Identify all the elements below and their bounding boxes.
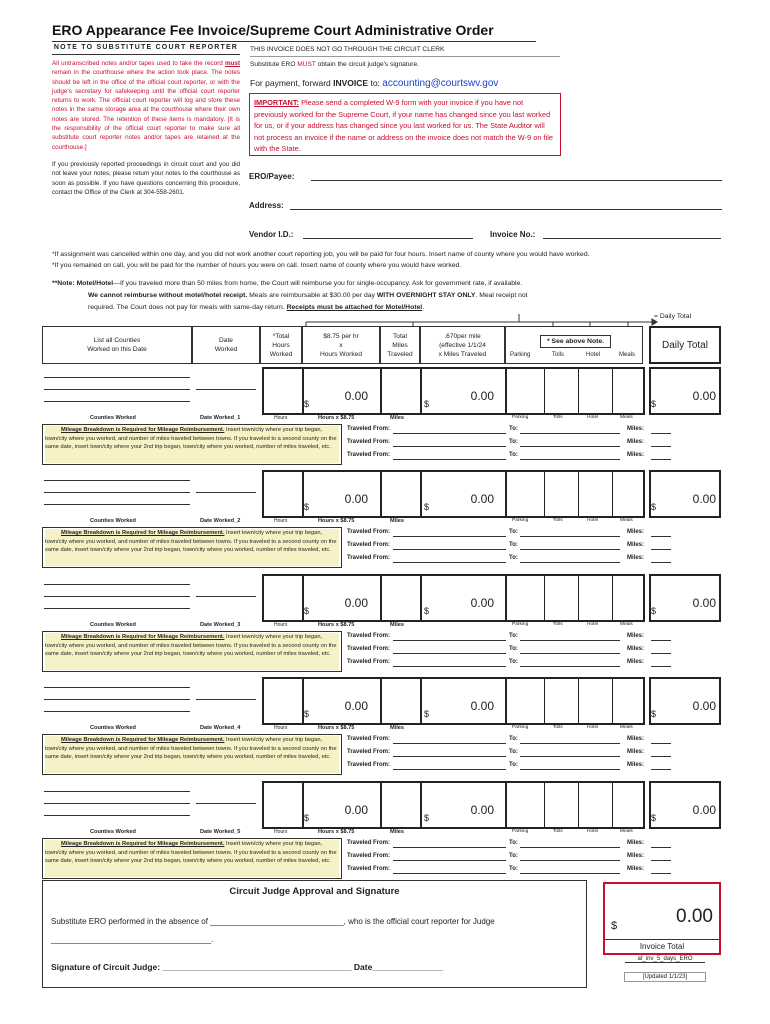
county-input[interactable] [44,791,190,792]
note-paragraph-1 [52,59,240,152]
county-input[interactable] [44,687,190,688]
date-input[interactable] [196,492,256,493]
traveled-from-input[interactable] [393,536,506,537]
to-input[interactable] [520,653,620,654]
county-input[interactable] [44,492,190,493]
meals-label: Meals [620,415,633,420]
parking-label: Parking [512,829,529,834]
date-worked-label: Date Worked_2 [200,518,241,524]
miles-input-label: Miles: [627,633,645,639]
mileage-value: 0.00 [470,492,494,506]
traveled-from-input[interactable] [393,549,506,550]
payee-field[interactable] [311,180,722,181]
header-tolls: Tolls [552,352,565,358]
hours-rate-label: Hours x $8.75 [318,829,355,835]
mileage-breakdown-note: Mileage Breakdown is Required for Mileage Reimbursement. Insert town/city where your trip began, town/city where you worked, and number of miles traveled between towns. If you traveled to a second county on the same date, insert town/city where your 2nd trip began, town/city where you worked, number of miles traveled, etc. [42,424,342,465]
miles-input-label: Miles: [627,840,645,846]
hours-rate-label: Hours x $8.75 [318,622,355,628]
invoice-info [250,46,560,89]
hours-label: Hours [274,829,288,835]
to-input[interactable] [520,743,620,744]
expenses-input[interactable] [505,677,645,725]
miles-input[interactable] [380,470,422,518]
dollar-sign: $ [651,502,657,512]
traveled-from-label: Traveled From: [347,749,391,755]
day-block [42,367,262,415]
tolls-label: Tolls [553,622,563,627]
to-input[interactable] [520,459,620,460]
traveled-from-label: Traveled From: [347,736,391,742]
date-worked-label: Date Worked_4 [200,725,241,731]
traveled-from-input[interactable] [393,433,506,434]
to-label: To: [509,736,518,742]
approval-text: Substitute ERO performed in the absence of ______________________________, who is the official court reporter for Judge [51,917,495,926]
dollar-sign: $ [424,709,430,719]
miles-input-label: Miles: [627,426,645,432]
mileage-value: 0.00 [470,803,494,817]
county-input[interactable] [44,377,190,378]
mileage-value: 0.00 [470,596,494,610]
dollar-sign: $ [651,606,657,616]
traveled-from-label: Traveled From: [347,762,391,768]
updated-date: [Updated 1/1/23] [624,972,706,982]
miles-label: Miles [390,829,404,835]
county-input[interactable] [44,803,190,804]
hours-input[interactable] [262,781,304,829]
important-notice: IMPORTANT: Please send a completed W-9 form with your invoice if you have not previously worked for the Supreme Court, if your name has changed since you last worked for us, or if your address has changed since you last worked for us. The State Auditor will not process an invoice if the name or address on the invoice does not match the W-9 on file with the State. [249,93,561,156]
info-line-1: THIS INVOICE DOES NOT GO THROUGH THE CIRCUIT CLERK [250,46,560,57]
header-meals: Meals [619,352,636,358]
notice-cancelled: *If assignment was cancelled within one day, and you did not work another court reporting job, you will be paid for four hours. Insert name of county where you would have worked. [52,251,590,258]
dollar-sign: $ [304,813,310,823]
county-input[interactable] [44,504,190,505]
counties-worked-label: Counties Worked [90,415,136,421]
county-input[interactable] [44,401,190,402]
to-input[interactable] [520,433,620,434]
header-counties: List all Counties Worked on this Date [42,326,192,364]
hours-label: Hours [274,622,288,628]
miles-breakdown-input[interactable] [651,549,671,550]
day-block [42,781,262,829]
miles-label: Miles [390,518,404,524]
mileage-breakdown-note: Mileage Breakdown is Required for Mileage Reimbursement. Insert town/city where your trip began, town/city where you worked, and number of miles traveled between towns. If you traveled to a second county on the same date, insert town/city where your 2nd trip began, town/city where you worked, number of miles traveled, etc. [42,734,342,775]
title-divider [52,41,536,42]
miles-label: Miles [390,415,404,421]
daily-total-value: 0.00 [692,699,716,713]
mileage-breakdown-note: Mileage Breakdown is Required for Mileage Reimbursement. Insert town/city where your trip began, town/city where you worked, and number of miles traveled between towns. If you traveled to a second county on the same date, insert town/city where your 2nd trip began, town/city where you worked, number of miles traveled, etc. [42,838,342,879]
miles-input-label: Miles: [627,853,645,859]
traveled-from-input[interactable] [393,562,506,563]
date-input[interactable] [196,596,256,597]
notice-receipt: We cannot reimburse without motel/hotel receipt. Meals are reimbursable at $30.00 per day WITH OVERNIGHT STAY ONLY. Meal receipt not [88,292,528,299]
miles-breakdown-input[interactable] [651,459,671,460]
traveled-from-label: Traveled From: [347,529,391,535]
header-hours: *Total Hours Worked [260,326,302,364]
rate-value: 0.00 [344,389,368,403]
total-dollar: $ [611,920,618,932]
to-label: To: [509,866,518,872]
page-title: ERO Appearance Fee Invoice/Supreme Court Administrative Order [52,22,494,38]
miles-breakdown-input[interactable] [651,743,671,744]
to-input[interactable] [520,446,620,447]
to-label: To: [509,646,518,652]
miles-input-label: Miles: [627,646,645,652]
to-input[interactable] [520,860,620,861]
miles-input-label: Miles: [627,529,645,535]
daily-total-value: 0.00 [692,803,716,817]
miles-input[interactable] [380,574,422,622]
invoice-no-label: Invoice No.: [490,230,536,239]
note-paragraph-2: If you previously reported proceedings in circuit court and you did not leave your notes, please return your notes to the courthouse as soon as possible. If you have questions concerning this procedure, contact the Office of the Clerk at 304-558-2601. [52,160,240,196]
traveled-from-input[interactable] [393,653,506,654]
header-parking: Parking [510,352,531,358]
traveled-from-label: Traveled From: [347,659,391,665]
note-section [52,44,240,197]
miles-breakdown-input[interactable] [651,446,671,447]
rate-value: 0.00 [344,492,368,506]
date-worked-label: Date Worked_1 [200,415,241,421]
hours-label: Hours [274,725,288,731]
parking-label: Parking [512,622,529,627]
dollar-sign: $ [424,502,430,512]
hours-input[interactable] [262,470,304,518]
header-miles: Total Miles Traveled [380,326,420,364]
to-input[interactable] [520,873,620,874]
dollar-sign: $ [424,606,430,616]
rate-value: 0.00 [344,699,368,713]
to-label: To: [509,452,518,458]
miles-breakdown-input[interactable] [651,640,671,641]
dollar-sign: $ [424,399,430,409]
traveled-from-label: Traveled From: [347,452,391,458]
traveled-from-input[interactable] [393,446,506,447]
traveled-from-label: Traveled From: [347,866,391,872]
miles-label: Miles [390,725,404,731]
form-id: af_inv_5_days_ERO [625,956,705,963]
header-hotel: Hotel [586,352,601,358]
meals-label: Meals [620,622,633,627]
day-block [42,677,262,725]
daily-total-value: 0.00 [692,389,716,403]
miles-input-label: Miles: [627,762,645,768]
address-field[interactable] [290,209,722,210]
approval-heading: Circuit Judge Approval and Signature [229,886,400,897]
tolls-label: Tolls [553,415,563,420]
to-input[interactable] [520,536,620,537]
to-input[interactable] [520,549,620,550]
parking-label: Parking [512,518,529,523]
miles-breakdown-input[interactable] [651,666,671,667]
to-label: To: [509,762,518,768]
traveled-from-label: Traveled From: [347,840,391,846]
approval-line-2[interactable]: ____________________________________. [51,935,214,944]
traveled-from-label: Traveled From: [347,439,391,445]
county-input[interactable] [44,584,190,585]
traveled-from-input[interactable] [393,666,506,667]
approval-section [42,880,587,988]
counties-worked-label: Counties Worked [90,725,136,731]
date-input[interactable] [196,389,256,390]
parking-label: Parking [512,415,529,420]
expenses-input[interactable] [505,367,645,415]
day-block [42,470,262,518]
meals-label: Meals [620,829,633,834]
expenses-input[interactable] [505,470,645,518]
county-input[interactable] [44,389,190,390]
vendor-field[interactable] [303,238,473,239]
daily-total-value: 0.00 [692,596,716,610]
traveled-from-label: Traveled From: [347,555,391,561]
miles-input-label: Miles: [627,866,645,872]
invoice-total-value: 0.00 [676,906,713,927]
hours-input[interactable] [262,574,304,622]
miles-input[interactable] [380,677,422,725]
miles-input-label: Miles: [627,439,645,445]
traveled-from-input[interactable] [393,847,506,848]
to-label: To: [509,633,518,639]
invoice-total-label: Invoice Total [605,939,719,953]
hours-input[interactable] [262,677,304,725]
county-input[interactable] [44,711,190,712]
header-expenses [505,326,643,364]
note-text-b: remain in the courthouse where the action took place. The notes should be left in the office of the official court reporter, or with the judge's secretary for safekeeping until the official court reporter returns to work. The official court reporter will log and store these notes in the same storage area at the courthouse where their own notes are stored. The retention of these items is mandatory. [It is the responsibility of the official court reporter to make sure all substitute court reporter notes and/or tapes are retained at the courthouse.] [52,69,240,151]
miles-input-label: Miles: [627,736,645,742]
hours-label: Hours [274,518,288,524]
to-input[interactable] [520,640,620,641]
counties-worked-label: Counties Worked [90,518,136,524]
traveled-from-input[interactable] [393,459,506,460]
meals-label: Meals [620,725,633,730]
mileage-value: 0.00 [470,389,494,403]
miles-input[interactable] [380,781,422,829]
date-worked-label: Date Worked_3 [200,622,241,628]
day-block [42,574,262,622]
note-must: must [224,60,240,67]
traveled-from-label: Traveled From: [347,542,391,548]
address-label: Address: [249,201,284,210]
to-label: To: [509,529,518,535]
hours-rate-label: Hours x $8.75 [318,518,355,524]
miles-input-label: Miles: [627,452,645,458]
to-input[interactable] [520,666,620,667]
to-label: To: [509,555,518,561]
note-text-a: All untranscribed notes and/or tapes used to take the record [52,60,225,67]
to-label: To: [509,853,518,859]
county-input[interactable] [44,480,190,481]
hours-rate-label: Hours x $8.75 [318,415,355,421]
to-input[interactable] [520,562,620,563]
miles-label: Miles [390,622,404,628]
notice-motel: **Note: Motel/Hotel—If you traveled more than 50 miles from home, the Court will reimburse you for single-occupancy. Ask for government rate, if available. [52,280,523,287]
miles-breakdown-input[interactable] [651,860,671,861]
date-worked-label: Date Worked_5 [200,829,241,835]
expenses-input[interactable] [505,781,645,829]
hours-input[interactable] [262,367,304,415]
miles-breakdown-input[interactable] [651,847,671,848]
to-label: To: [509,542,518,548]
county-input[interactable] [44,815,190,816]
miles-input[interactable] [380,367,422,415]
dollar-sign: $ [304,709,310,719]
counties-worked-label: Counties Worked [90,622,136,628]
counties-worked-label: Counties Worked [90,829,136,835]
traveled-from-input[interactable] [393,769,506,770]
county-input[interactable] [44,596,190,597]
invoice-total-box [603,882,721,955]
to-label: To: [509,659,518,665]
vendor-label: Vendor I.D.: [249,230,294,239]
tolls-label: Tolls [553,518,563,523]
dollar-sign: $ [304,399,310,409]
hotel-label: Hotel [587,725,599,730]
hours-label: Hours [274,415,288,421]
to-label: To: [509,426,518,432]
parking-label: Parking [512,725,529,730]
forward-line: For payment, forward INVOICE to: accounting@courtswv.gov [250,78,499,89]
miles-breakdown-input[interactable] [651,653,671,654]
traveled-from-label: Traveled From: [347,633,391,639]
invoice-no-field[interactable] [543,238,721,239]
rate-value: 0.00 [344,596,368,610]
header-date: Date Worked [192,326,260,364]
mileage-breakdown-note: Mileage Breakdown is Required for Mileage Reimbursement. Insert town/city where your trip began, town/city where you worked, and number of miles traveled between towns. If you traveled to a second county on the same date, insert town/city where your 2nd trip began, town/city where you worked, number of miles traveled, etc. [42,527,342,568]
dollar-sign: $ [651,399,657,409]
dollar-sign: $ [304,606,310,616]
date-input[interactable] [196,699,256,700]
hotel-label: Hotel [587,622,599,627]
accounting-email-link[interactable]: accounting@courtswv.gov [382,78,499,89]
traveled-from-input[interactable] [393,860,506,861]
hotel-label: Hotel [587,518,599,523]
county-input[interactable] [44,608,190,609]
daily-total-value: 0.00 [692,492,716,506]
tolls-label: Tolls [553,725,563,730]
judge-signature-line[interactable]: Signature of Circuit Judge: ________________________________________ Date_______________ [51,962,444,972]
to-label: To: [509,439,518,445]
miles-breakdown-input[interactable] [651,536,671,537]
dollar-sign: $ [651,709,657,719]
traveled-from-input[interactable] [393,743,506,744]
header-daily-total: Daily Total [649,326,721,364]
dollar-sign: $ [651,813,657,823]
daily-total-note: = Daily Total [654,313,692,320]
notice-on-call: *If you remained on call, you will be paid for the number of hours you were on call. Insert name of county where you would have worked. [52,262,462,269]
notice-meals: required. The Court does not pay for meals with same-day return. Receipts must be attached for Motel/Hotel. [88,304,425,311]
mileage-value: 0.00 [470,699,494,713]
miles-input-label: Miles: [627,542,645,548]
date-input[interactable] [196,803,256,804]
to-label: To: [509,749,518,755]
traveled-from-label: Traveled From: [347,853,391,859]
dollar-sign: $ [424,813,430,823]
traveled-from-label: Traveled From: [347,426,391,432]
mileage-breakdown-note: Mileage Breakdown is Required for Mileage Reimbursement. Insert town/city where your trip began, town/city where you worked, and number of miles traveled between towns. If you traveled to a second county on the same date, insert town/city where your 2nd trip began, town/city where you worked, number of miles traveled, etc. [42,631,342,672]
miles-breakdown-input[interactable] [651,562,671,563]
miles-breakdown-input[interactable] [651,873,671,874]
header-mileage: .670per mile (effective 1/1/24 x Miles Traveled [420,326,505,364]
rate-value: 0.00 [344,803,368,817]
miles-input-label: Miles: [627,555,645,561]
meals-label: Meals [620,518,633,523]
payee-label: ERO/Payee: [249,172,295,181]
hotel-label: Hotel [587,415,599,420]
note-heading: NOTE TO SUBSTITUTE COURT REPORTER [52,44,240,55]
to-input[interactable] [520,756,620,757]
header-rate: $8.75 per hr x Hours Worked [302,326,380,364]
miles-breakdown-input[interactable] [651,433,671,434]
traveled-from-input[interactable] [393,873,506,874]
to-label: To: [509,840,518,846]
traveled-from-label: Traveled From: [347,646,391,652]
to-input[interactable] [520,847,620,848]
hours-rate-label: Hours x $8.75 [318,725,355,731]
traveled-from-input[interactable] [393,756,506,757]
dollar-sign: $ [304,502,310,512]
hotel-label: Hotel [587,829,599,834]
see-above-note: * See above Note. [540,335,611,348]
info-line-2: Substitute ERO MUST obtain the circuit judge's signature. [250,61,419,68]
miles-breakdown-input[interactable] [651,769,671,770]
expenses-input[interactable] [505,574,645,622]
miles-breakdown-input[interactable] [651,756,671,757]
to-input[interactable] [520,769,620,770]
miles-input-label: Miles: [627,749,645,755]
county-input[interactable] [44,699,190,700]
traveled-from-input[interactable] [393,640,506,641]
miles-input-label: Miles: [627,659,645,665]
tolls-label: Tolls [553,829,563,834]
